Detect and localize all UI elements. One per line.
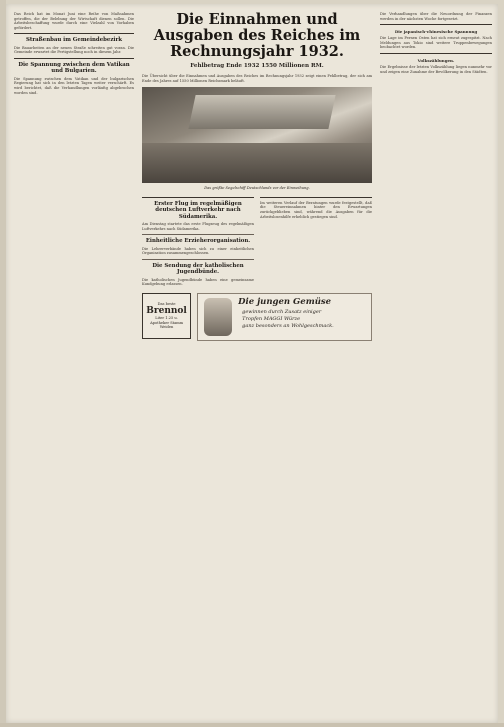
main-column bbox=[142, 12, 372, 341]
article-headline: Straßenbau im Gemeindebezirk bbox=[25, 37, 123, 44]
ad-text: Das beste bbox=[157, 301, 176, 306]
ad-text: ganz besonders an Wohlgeschmack. bbox=[242, 322, 334, 329]
divider bbox=[142, 197, 254, 198]
page-subheadline: Fehlbetrag Ende 1932 1550 Millionen RM. bbox=[190, 63, 324, 69]
bottle-illustration bbox=[204, 298, 232, 336]
left-column bbox=[14, 12, 134, 95]
article-text: Die Ergebnisse der letzten Volkszählung liegen nunmehr vor und zeigen eine Zunahme der Bevölkerung in den Städten. bbox=[380, 64, 492, 74]
article-headline: Die Spannung zwischen dem Vatikan und Bulgarien. bbox=[18, 61, 130, 75]
advertisement-row bbox=[142, 293, 372, 341]
article-headline: Einheitliche Erzieherorganisation. bbox=[145, 238, 251, 245]
divider bbox=[260, 197, 372, 198]
subcolumn-left bbox=[142, 194, 254, 287]
article-text: Die Spannung zwischen dem Vatikan und der bulgarischen Regierung hat sich in den letzten Tagen weiter verschärft. Es wird berichtet, daß die Verhandlungen vorläufig abgebrochen worden sind. bbox=[14, 76, 134, 95]
article-text: Die katholischen Jugendbünde haben eine gemeinsame Kundgebung erlassen. bbox=[142, 277, 254, 287]
maggi-advertisement bbox=[197, 293, 372, 341]
divider bbox=[142, 259, 254, 260]
article-text: Die Bauarbeiten an der neuen Straße schreiten gut voran. Die Gemeinde erwartet die Fertigstellung noch in diesem Jahr. bbox=[14, 45, 134, 55]
article-headline: Erster Flug im regelmäßigen deutschen Luftverkehr nach Südamerika. bbox=[154, 200, 242, 220]
article-text: Im weiteren Verlauf der Beratungen wurde festgestellt, daß die Steuereinnahmen hinter den Erwartungen zurückgeblieben sind, während die Ausgaben für die Arbeitslosenhilfe erheblich gestiegen sind. bbox=[260, 200, 372, 219]
article-headline: Volkszählungen. bbox=[417, 57, 455, 63]
ad-text: Liter 1.25 u. bbox=[155, 316, 178, 321]
article-text: Die Verhandlungen über die Neuordnung der Finanzen werden in der nächsten Woche fortgesetzt. bbox=[380, 12, 492, 21]
photo-ground bbox=[142, 143, 372, 183]
divider bbox=[380, 24, 492, 25]
article-text: Die Übersicht über die Einnahmen und Ausgaben des Reiches im Rechnungsjahr 1932 zeigt einen Fehlbetrag, der sich am Ende des Jahres auf 1550 Millionen Reichsmark beläuft. bbox=[142, 74, 372, 83]
newspaper-page bbox=[6, 4, 498, 723]
divider bbox=[142, 234, 254, 235]
brennol-advertisement bbox=[142, 293, 191, 339]
ad-text: Weiden bbox=[159, 325, 174, 330]
divider bbox=[14, 58, 134, 59]
subcolumn-right bbox=[260, 194, 372, 287]
divider bbox=[380, 53, 492, 54]
article-text: Das Reich hat im Monat Juni eine Reihe von Maßnahmen getroffen, die der Belebung der Wirtschaft dienen sollen. Die Arbeitsbeschaffung wurde durch eine Vielzahl von Vorhaben gefördert. bbox=[14, 12, 134, 30]
ad-brand: Brennol bbox=[146, 306, 187, 317]
article-headline: Die japanisch-chinesische Spannung bbox=[394, 29, 478, 35]
page-headline: Die Einnahmen und Ausgaben des Reiches im Rechnungsjahr 1932. bbox=[153, 11, 361, 60]
article-headline: Die Sendung der katholischen Jugendbünde. bbox=[152, 262, 244, 276]
article-text: Am Dienstag startete das erste Flugzeug des regelmäßigen Luftverkehrs nach Südamerika. bbox=[142, 222, 254, 231]
ad-headline: Die jungen Gemüse bbox=[238, 296, 332, 307]
news-photo bbox=[142, 87, 372, 183]
page-bottom-edge bbox=[0, 723, 504, 727]
right-column bbox=[380, 12, 492, 74]
ad-text: Apotheker Stamm bbox=[150, 320, 184, 325]
ad-text: gewinnen durch Zusatz einiger bbox=[242, 308, 322, 315]
main-subcolumns bbox=[142, 194, 372, 287]
ad-text: Tropfen MAGGI Würze bbox=[242, 315, 301, 322]
article-text: Die Lage im Fernen Osten hat sich erneut zugespitzt. Nach Meldungen aus Tokio sind weitere Truppenbewegungen beobachtet worden. bbox=[380, 36, 492, 50]
photo-caption: Das größte Segelschiff Deutschlands vor der Einweihung. bbox=[204, 186, 310, 191]
divider bbox=[14, 33, 134, 34]
article-text: Die Lehrerverbände haben sich zu einer einheitlichen Organisation zusammengeschlossen. bbox=[142, 246, 254, 256]
photo-building bbox=[188, 95, 335, 129]
